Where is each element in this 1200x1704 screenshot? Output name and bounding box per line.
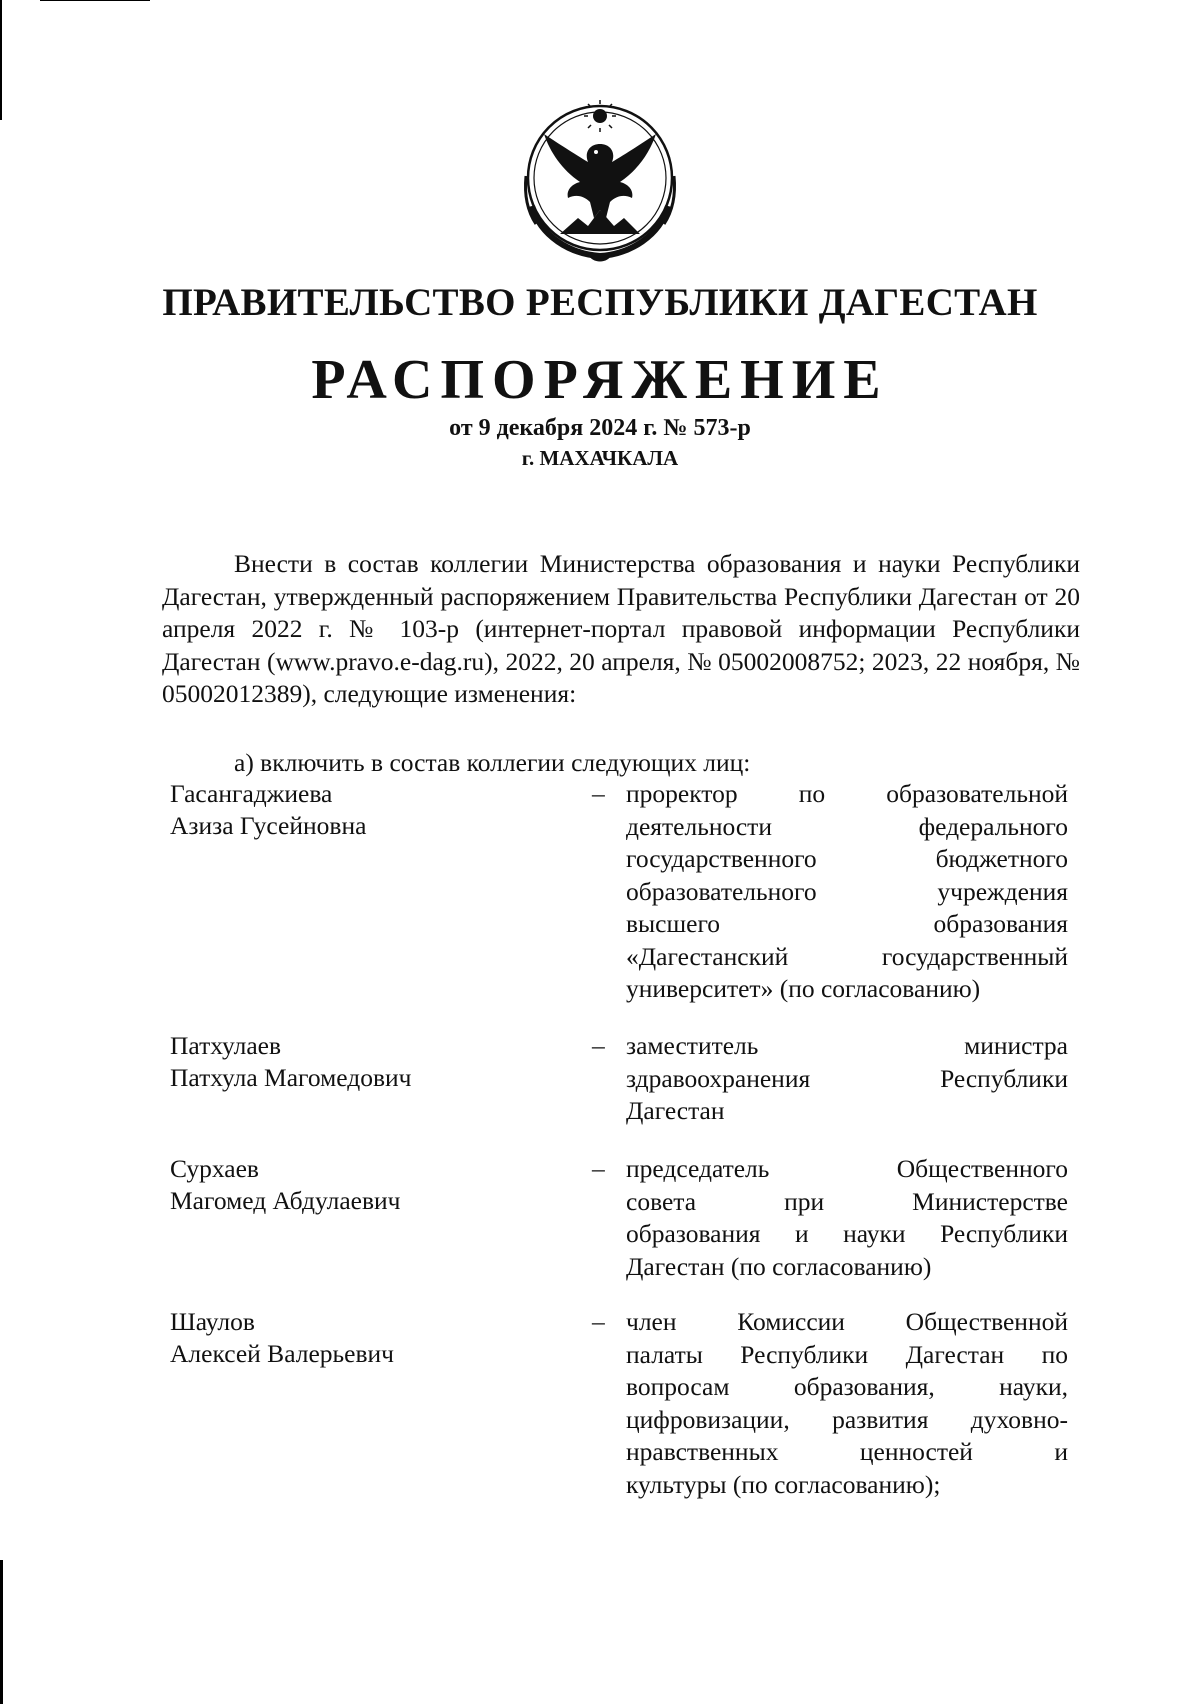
role-line: деятельности федерального bbox=[626, 811, 1068, 841]
role-line: совета при Министерстве bbox=[626, 1186, 1068, 1216]
list-dash: – bbox=[592, 1307, 605, 1336]
member-surname: Гасангаджиева bbox=[170, 779, 333, 808]
member-surname: Патхулаев bbox=[170, 1031, 282, 1060]
government-title: ПРАВИТЕЛЬСТВО РЕСПУБЛИКИ ДАГЕСТАН bbox=[162, 281, 1038, 324]
role-line: цифровизации, развития духовно- bbox=[626, 1404, 1068, 1434]
member-name bbox=[170, 1153, 400, 1217]
document-city: г. МАХАЧКАЛА bbox=[521, 446, 679, 470]
member-surname: Шаулов bbox=[170, 1307, 255, 1336]
dagestan-coat-of-arms-icon bbox=[510, 86, 690, 266]
scan-edge-mark bbox=[40, 0, 150, 1]
mountains-icon bbox=[560, 210, 640, 234]
sub-item-a: а) включить в состав коллегии следующих лиц: bbox=[234, 748, 751, 777]
role-line: образовательного учреждения bbox=[626, 876, 1068, 906]
role-line: заместитель министра bbox=[626, 1031, 1068, 1060]
member-role bbox=[626, 1153, 1068, 1283]
member-name bbox=[170, 778, 366, 842]
role-line: высшего образования bbox=[626, 909, 1068, 938]
member-given-names: Магомед Абдулаевич bbox=[170, 1186, 401, 1215]
role-line: проректор по образовательной bbox=[626, 779, 1068, 808]
member-given-names: Азиза Гусейновна bbox=[170, 811, 367, 840]
member-role bbox=[626, 1306, 1068, 1501]
member-role bbox=[626, 778, 1068, 1006]
role-line: нравственных ценностей и bbox=[626, 1437, 1068, 1466]
role-line: культуры (по согласованию); bbox=[626, 1469, 941, 1499]
document-type: РАСПОРЯЖЕНИЕ bbox=[311, 349, 889, 411]
role-line: государственного бюджетного bbox=[626, 844, 1068, 873]
member-given-names: Алексей Валерьевич bbox=[170, 1339, 394, 1368]
role-line: Дагестан bbox=[626, 1096, 725, 1125]
intro-paragraph bbox=[162, 548, 1080, 711]
role-line: палаты Республики Дагестан по bbox=[626, 1339, 1068, 1369]
eagle-icon bbox=[544, 134, 656, 218]
role-line: председатель Общественного bbox=[626, 1154, 1068, 1183]
member-surname: Сурхаев bbox=[170, 1154, 259, 1183]
role-line: «Дагестанский государственный bbox=[626, 941, 1068, 971]
role-line: вопросам образования, науки, bbox=[626, 1372, 1068, 1401]
role-line: университет» (по согласованию) bbox=[626, 974, 981, 1003]
scan-edge-mark bbox=[0, 0, 2, 120]
list-dash: – bbox=[592, 1031, 605, 1060]
document-date-number: от 9 декабря 2024 г. № 573-р bbox=[449, 415, 751, 441]
role-line: здравоохранения Республики bbox=[626, 1063, 1068, 1093]
role-line: образования и науки Республики bbox=[626, 1219, 1068, 1248]
role-line: Дагестан (по согласованию) bbox=[626, 1251, 932, 1281]
list-dash: – bbox=[592, 779, 605, 808]
member-name bbox=[170, 1306, 394, 1370]
member-role bbox=[626, 1030, 1068, 1128]
role-line: член Комиссии Общественной bbox=[626, 1307, 1068, 1336]
member-given-names: Патхула Магомедович bbox=[170, 1063, 412, 1092]
scan-edge-mark bbox=[0, 1560, 3, 1704]
list-dash: – bbox=[592, 1154, 605, 1183]
intro-text: Внести в состав коллегии Министерства образования и науки Республики Дагестан, утвержденный распоряжением Правительства Республики Дагестан от 20 апреля 2022 г. № 103-р (интернет-портал правовой информации Республики Дагестан (www.pravo.e-dag.ru), 2022, 20 апреля, № 05002008752; 2023, 22 ноября, № 05002012389), следующие изменения: bbox=[162, 549, 1080, 709]
member-name bbox=[170, 1030, 411, 1094]
